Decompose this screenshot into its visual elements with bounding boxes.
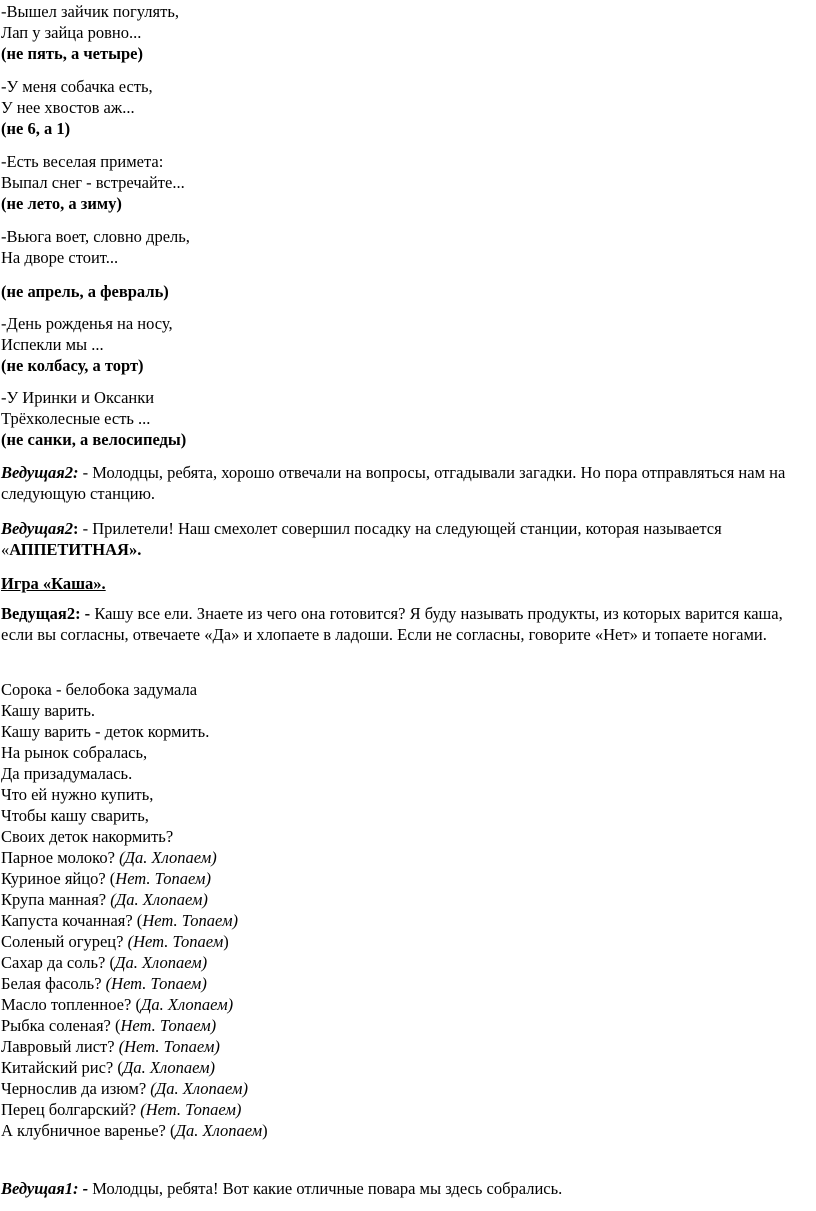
paragraph-text: Молодцы, ребята, хорошо отвечали на вопросы, отгадывали загадки. Но пора отправляться нам на следующую станцию. <box>1 463 786 503</box>
question-line <box>1 1015 812 1036</box>
question-text: Масло топленное? ( <box>1 995 141 1014</box>
question-line <box>1 952 812 973</box>
question-text: Куриное яйцо? ( <box>1 869 116 888</box>
riddle-line: -Вышел зайчик погулять, <box>1 2 179 21</box>
question-line <box>1 994 812 1015</box>
host-paragraph-2 <box>1 518 812 560</box>
host-paragraph-4 <box>1 1178 812 1199</box>
answer-text: (Да. Хлопаем) <box>119 848 217 867</box>
question-text: Сахар да соль? ( <box>1 953 115 972</box>
question-line <box>1 931 812 952</box>
question-line <box>1 973 812 994</box>
riddle-answer: (не 6, а 1) <box>1 119 71 138</box>
poem-line: Кашу варить - деток кормить. <box>1 722 210 741</box>
poem-line: На рынок собралась, <box>1 743 148 762</box>
question-line <box>1 910 812 931</box>
riddle-line: Лап у зайца ровно... <box>1 23 142 42</box>
riddle-line: -Вьюга воет, словно дрель, <box>1 227 190 246</box>
riddle-line: Трёхколесные есть ... <box>1 409 151 428</box>
answer-text: (Да. Хлопаем) <box>110 890 208 909</box>
question-line <box>1 1036 812 1057</box>
question-line <box>1 868 812 889</box>
answer-text: Да. Хлопаем) <box>122 1058 216 1077</box>
speaker-label: Ведущая2: - <box>1 604 91 623</box>
riddle-4-answer-block <box>1 281 812 302</box>
poem-line: Своих деток накормить? <box>1 827 174 846</box>
answer-text: (Нет. Топаем) <box>140 1100 242 1119</box>
poem-line: Сорока - белобока задумала <box>1 680 198 699</box>
poem-line: Что ей нужно купить, <box>1 785 154 804</box>
riddle-answer: (не колбасу, а торт) <box>1 356 144 375</box>
answer-text: (Нет. Топаем) <box>105 974 207 993</box>
question-line <box>1 1120 812 1141</box>
riddle-line: На дворе стоит... <box>1 248 119 267</box>
poem-line: Кашу варить. <box>1 701 96 720</box>
question-text: Крупа манная? <box>1 890 111 909</box>
riddle-answer: (не пять, а четыре) <box>1 44 143 63</box>
question-text: Рыбка соленая? ( <box>1 1016 121 1035</box>
question-line <box>1 847 812 868</box>
dash: - <box>78 519 93 538</box>
riddle-answer: (не санки, а велосипеды) <box>1 430 187 449</box>
answer-text: (Нет. Топаем) <box>118 1037 220 1056</box>
question-text: А клубничное варенье? ( <box>1 1121 176 1140</box>
question-line <box>1 889 812 910</box>
game-title-block <box>1 573 812 594</box>
paragraph-text: Кашу все ели. Знаете из чего она готовится? Я буду называть продукты, из которых варится каша, если вы согласны, отвечаете «Да» и хлопаете в ладоши. Если не согласны, говорите «Нет» и топаете ногами. <box>1 604 783 644</box>
speaker-label: Ведущая1: - <box>1 1179 89 1198</box>
dash: - <box>78 463 93 482</box>
question-text: Лавровый лист? <box>1 1037 119 1056</box>
answer-text: Да. Хлопаем <box>175 1121 263 1140</box>
riddle-6 <box>1 387 812 450</box>
riddle-answer: (не апрель, а февраль) <box>1 282 169 301</box>
poem <box>1 679 812 1141</box>
riddle-line: -У меня собачка есть, <box>1 77 153 96</box>
paragraph-text: Молодцы, ребята! Вот какие отличные повара мы здесь собрались. <box>88 1179 563 1198</box>
riddle-answer: (не лето, а зиму) <box>1 194 122 213</box>
host-paragraph-1 <box>1 462 812 504</box>
question-text: Китайский рис? ( <box>1 1058 123 1077</box>
answer-text: Да. Хлопаем) <box>114 953 208 972</box>
game-title: Игра «Каша». <box>1 574 106 593</box>
answer-text: Да. Хлопаем) <box>140 995 234 1014</box>
question-text: Парное молоко? <box>1 848 120 867</box>
colon: : <box>72 519 79 538</box>
riddle-4 <box>1 226 812 268</box>
riddle-5 <box>1 313 812 376</box>
station-name: АППЕТИТНАЯ». <box>9 540 142 559</box>
question-text: Чернослив да изюм? <box>1 1079 151 1098</box>
riddle-1 <box>1 1 812 64</box>
riddle-2 <box>1 76 812 139</box>
speaker-label: Ведущая2 <box>1 519 73 538</box>
host-paragraph-3 <box>1 603 812 645</box>
question-line <box>1 1057 812 1078</box>
paragraph-text: Прилетели! Наш смехолет совершил посадку на следующей станции, которая называется « <box>1 519 722 559</box>
answer-text: (Нет. Топаем <box>127 932 224 951</box>
riddle-line: Выпал снег - встречайте... <box>1 173 185 192</box>
poem-line: Да призадумалась. <box>1 764 133 783</box>
riddle-line: У нее хвостов аж... <box>1 98 135 117</box>
question-line <box>1 1099 812 1120</box>
question-line <box>1 1078 812 1099</box>
question-text: Белая фасоль? <box>1 974 106 993</box>
riddle-line: -День рожденья на носу, <box>1 314 173 333</box>
question-text: Капуста кочанная? ( <box>1 911 143 930</box>
riddle-line: Испекли мы ... <box>1 335 104 354</box>
answer-tail: ) <box>223 932 229 951</box>
speaker-label: Ведущая2: <box>1 463 79 482</box>
answer-text: (Да. Хлопаем) <box>150 1079 248 1098</box>
poem-line: Чтобы кашу сварить, <box>1 806 149 825</box>
question-text: Соленый огурец? <box>1 932 128 951</box>
answer-text: Нет. Топаем) <box>120 1016 217 1035</box>
riddle-line: -У Иринки и Оксанки <box>1 388 155 407</box>
riddle-line: -Есть веселая примета: <box>1 152 164 171</box>
riddle-3 <box>1 151 812 214</box>
question-text: Перец болгарский? <box>1 1100 141 1119</box>
answer-tail: ) <box>262 1121 268 1140</box>
answer-text: Нет. Топаем) <box>142 911 238 930</box>
answer-text: Нет. Топаем) <box>115 869 211 888</box>
